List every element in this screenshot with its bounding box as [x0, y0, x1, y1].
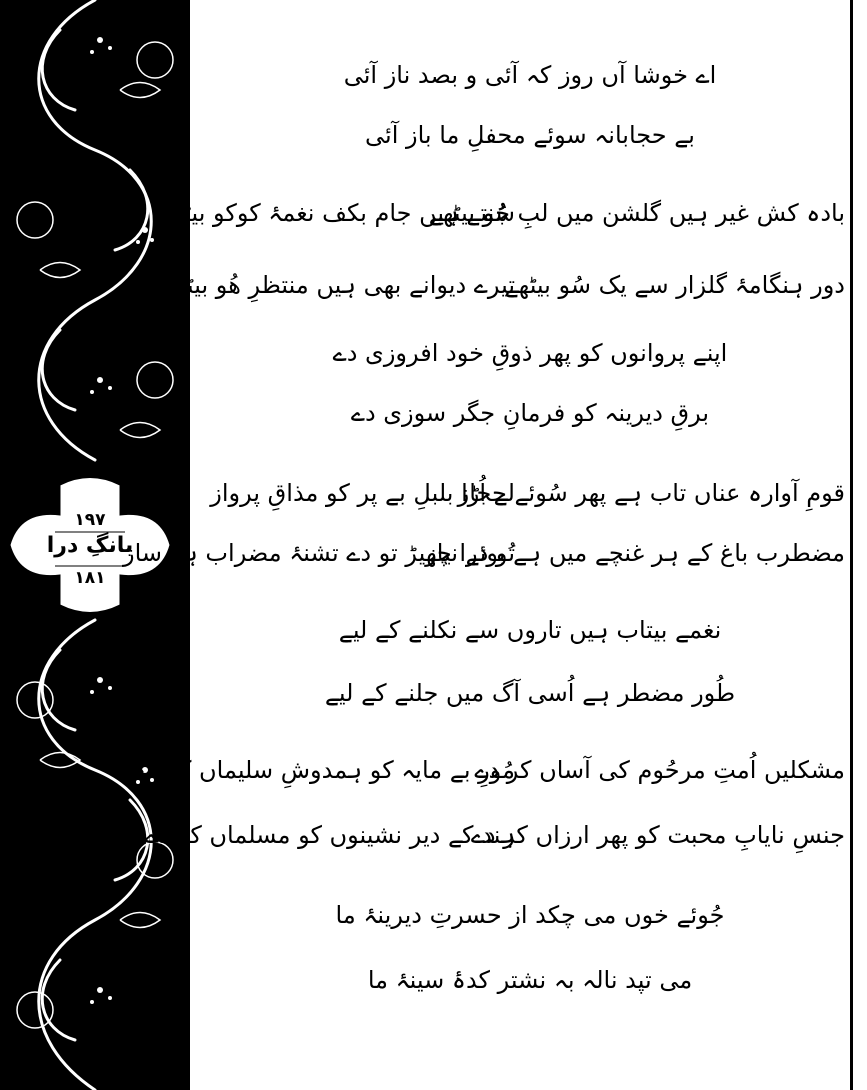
verse-couplet [159, 188, 845, 238]
poem-line: برقِ دیرینہ کو فرمانِ جگر سوزی دے [350, 399, 710, 427]
poem-line: اے خوشا آں روز کہ آئی و بصد ناز آئی [343, 61, 717, 89]
verse-left-hemistich: مُورِ بے مایہ کو ہمدوشِ سلیماں کر دے [134, 756, 515, 784]
verse-couplet [134, 745, 845, 795]
poem-line: جُوئے خوں می چکد از حسرتِ دیرینۂ ما [335, 901, 725, 929]
book-title: بانگِ درا [46, 533, 134, 558]
poem-line: نغمے بیتاب ہیں تاروں سے نکلنے کے لیے [338, 616, 722, 644]
page-number-bottom: ۱۸۱ [74, 568, 106, 588]
verse-left-hemistich: سُنتے ہیں جام بکف نغمۂ کوکو بیٹھے [159, 199, 515, 227]
verse-left-hemistich: تیرے دیوانے بھی ہیں منتظرِ ھُو بیٹھے [161, 271, 515, 299]
verse-right-hemistich: قومِ آوارہ عناں تاب ہے پھر سُوئے حجاز [457, 479, 845, 507]
verse-couplet [144, 810, 845, 860]
verse-right-hemistich: جنسِ نایابِ محبت کو پھر ارزاں کر دے [470, 821, 845, 849]
poem-line: می تپد نالہ بہ نشتر کدۂ سینۂ ما [367, 966, 693, 994]
verse-left-hemistich: تُو ذرا چھیڑ تو دے تشنۂ مضراب ہے ساز [123, 539, 515, 567]
poem-line: اپنے پروانوں کو پھر ذوقِ خود افروزی دے [332, 339, 728, 367]
page-number-top: ۱۹۷ [74, 510, 106, 530]
verse-left-hemistich: لے اُڑا بلبلِ بے پر کو مذاقِ پرواز [210, 479, 515, 507]
poem-line: طُور مضطر ہے اُسی آگ میں جلنے کے لیے [324, 679, 736, 707]
verse-couplet [123, 528, 845, 578]
verse-right-hemistich: بادہ کش غیر ہیں گلشن میں لبِ جُو بیٹھے [428, 199, 845, 227]
verse-left-hemistich: ہند کے دیر نشینوں کو مسلماں کر دے [144, 821, 515, 849]
poem-line: بے حجابانہ سوئے محفلِ ما باز آئی [365, 121, 695, 149]
verse-couplet [210, 468, 845, 518]
verse-right-hemistich: مضطرب باغ کے ہر غنچے میں ہے بوئے نیاز [425, 539, 845, 567]
verse-right-hemistich: دور ہنگامۂ گلزار سے یک سُو بیٹھے [504, 271, 845, 299]
page-edge [850, 0, 867, 1090]
verse-right-hemistich: مشکلیں اُمتِ مرحُوم کی آساں کر دے [474, 756, 845, 784]
verse-couplet [161, 260, 845, 310]
